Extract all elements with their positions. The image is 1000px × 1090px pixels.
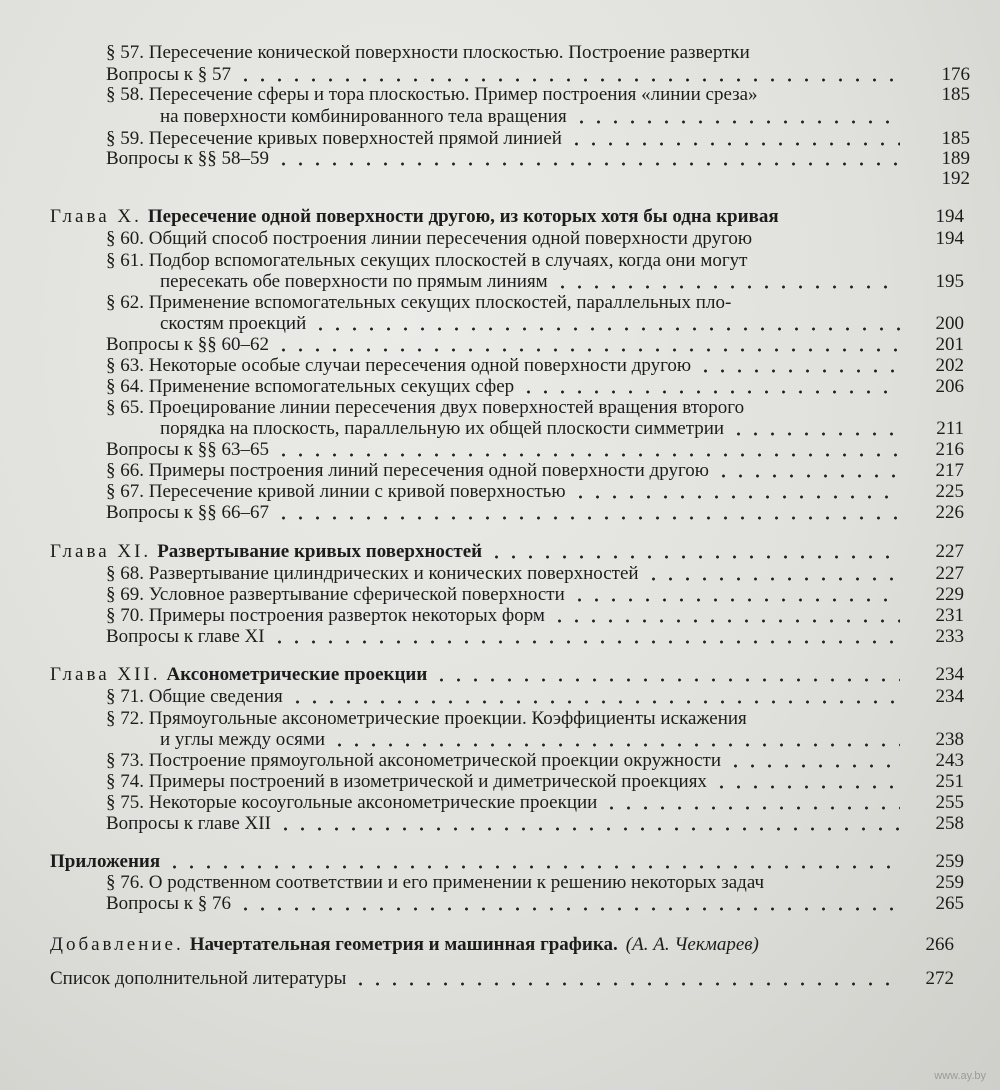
toc-entry-62 [106, 292, 906, 314]
toc-page-number: 176 [941, 64, 970, 85]
toc-page-number: 217 [935, 460, 964, 481]
toc-entry-questions-76 [106, 893, 906, 915]
toc-page-number: 259 [935, 872, 964, 893]
dot-leader [554, 276, 900, 290]
toc-page-number: 243 [935, 750, 964, 771]
toc-page-number: 226 [935, 502, 964, 523]
toc-entry-text: § 59. Пересечение кривых поверхностей прямой линией [106, 128, 562, 149]
dot-leader [645, 568, 900, 582]
toc-page-number: 238 [935, 729, 964, 750]
toc-bibliography [50, 968, 896, 990]
chapter-title: Аксонометрические проекции [166, 664, 428, 685]
chapter-title: Пересечение одной поверхности другою, из которых хотя бы одна кривая [147, 206, 779, 227]
dot-leader [277, 818, 900, 832]
toc-entry-questions-ch12 [106, 813, 906, 835]
dot-leader [289, 691, 900, 705]
toc-entry-text: § 73. Построение прямоугольной аксонометрической проекции окружности [106, 750, 721, 771]
dot-leader [312, 318, 900, 332]
toc-page-number: 202 [935, 355, 964, 376]
toc-entry-68 [106, 563, 906, 585]
toc-entry-61 [106, 250, 906, 272]
chapter-label: Глава X. [50, 206, 142, 227]
toc-entry-text: Вопросы к § 57 [106, 64, 231, 85]
toc-chapter-10 [50, 206, 926, 228]
toc-entry-text: пересекать обе поверхности по прямым линиям [160, 271, 548, 292]
toc-entry-text: § 67. Пересечение кривой линии с кривой поверхностью [106, 481, 566, 502]
toc-entry-text: и углы между осями [160, 729, 326, 750]
toc-page-number: 211 [936, 418, 964, 439]
dot-leader [237, 69, 900, 83]
toc-page-number: 227 [935, 563, 964, 584]
addendum-label: Добавление. [50, 934, 184, 955]
toc-entry-text: на поверхности комбинированного тела вращения [160, 106, 567, 127]
watermark: www.ay.by [934, 1070, 986, 1082]
toc-entry-text: § 74. Примеры построений в изометрической и диметрической проекциях [106, 771, 707, 792]
dot-leader [488, 546, 900, 560]
dot-leader [352, 973, 890, 987]
toc-entry-57 [106, 42, 906, 64]
dot-leader [572, 486, 900, 500]
dot-leader [571, 589, 900, 603]
toc-entry-text: § 65. Проецирование линии пересечения двух поверхностей вращения второго [106, 397, 745, 418]
toc-entry-58 [106, 84, 906, 106]
toc-page-number: 233 [935, 626, 964, 647]
toc-entry-text: § 68. Развертывание цилиндрических и конических поверхностей [106, 563, 639, 584]
toc-entry-58-cont [160, 106, 906, 128]
toc-entry-74 [106, 771, 906, 793]
dot-leader [551, 610, 900, 624]
toc-page-number: 200 [935, 313, 964, 334]
toc-page-number: 231 [935, 605, 964, 626]
dot-leader [275, 444, 900, 458]
toc-entry-text: § 72. Прямоугольные аксонометрические проекции. Коэффициенты искажения [106, 708, 747, 729]
dot-leader [433, 669, 900, 683]
toc-entry-text: Вопросы к главе XI [106, 626, 265, 647]
toc-page-number: 192 [941, 168, 970, 189]
toc-page-number: 194 [935, 206, 964, 227]
toc-entry-questions-58-59 [106, 148, 906, 170]
toc-entry-text: § 63. Некоторые особые случаи пересечения одной поверхности другою [106, 355, 692, 376]
dot-leader [331, 734, 900, 748]
chapter-title: Развертывание кривых поверхностей [157, 541, 483, 562]
toc-entry-text: Вопросы к §§ 60–62 [106, 334, 269, 355]
toc-entry-text: § 61. Подбор вспомогательных секущих плоскостей в случаях, когда они могут [106, 250, 748, 271]
toc-entry-text: § 76. О родственном соответствии и его применении к решению некоторых задач [106, 872, 765, 893]
toc-entry-questions-57 [106, 64, 906, 86]
toc-page-number: 265 [935, 893, 964, 914]
dot-leader [603, 797, 900, 811]
toc-entry-text: Вопросы к главе XII [106, 813, 271, 834]
toc-entry-67 [106, 481, 906, 503]
dot-leader [573, 111, 900, 125]
appendix-title: Приложения [50, 851, 161, 872]
toc-page-number: 225 [935, 481, 964, 502]
toc-entry-text: Вопросы к §§ 66–67 [106, 502, 269, 523]
toc-page-number: 255 [935, 792, 964, 813]
toc-appendix [50, 851, 906, 873]
toc-entry-text: § 70. Примеры построения разверток некоторых форм [106, 605, 545, 626]
toc-chapter-11 [50, 541, 906, 563]
toc-entry-text: § 57. Пересечение конической поверхности плоскостью. Построение развертки [106, 42, 750, 63]
toc-entry-questions-ch11 [106, 626, 906, 648]
toc-entry-text: § 62. Применение вспомогательных секущих плоскостей, параллельных пло- [106, 292, 732, 313]
toc-entry-text: § 71. Общие сведения [106, 686, 283, 707]
chapter-label: Глава XI. [50, 541, 152, 562]
toc-page-number: 185 [941, 84, 970, 105]
toc-entry-70 [106, 605, 906, 627]
toc-entry-questions-60-62 [106, 334, 906, 356]
toc-entry-62-cont [160, 313, 906, 335]
dot-leader [715, 465, 900, 479]
dot-leader [520, 381, 900, 395]
dot-leader [237, 898, 900, 912]
toc-entry-questions-66-67 [106, 502, 906, 524]
toc-entry-60 [106, 228, 906, 250]
toc-entry-text: скостям проекций [160, 313, 307, 334]
toc-entry-69 [106, 584, 906, 606]
toc-entry-72 [106, 708, 906, 730]
toc-entry-71 [106, 686, 906, 708]
toc-entry-72-cont [160, 729, 906, 751]
dot-leader [275, 339, 900, 353]
addendum-title: Начертательная геометрия и машинная графика. [189, 934, 618, 955]
toc-entry-text: Вопросы к §§ 58–59 [106, 148, 269, 169]
toc-page-number: 227 [935, 541, 964, 562]
toc-entry-65 [106, 397, 906, 419]
toc-page-number: 272 [925, 968, 954, 989]
toc-entry-text: Список дополнительной литературы [50, 968, 347, 989]
addendum-author: (А. А. Чекмарев) [625, 934, 759, 955]
dot-leader [697, 360, 900, 374]
toc-entry-65-cont [160, 418, 906, 440]
toc-entry-text: § 69. Условное развертывание сферической поверхности [106, 584, 565, 605]
toc-chapter-12 [50, 664, 906, 686]
toc-page-number: 189 [941, 148, 970, 169]
toc-page-number: 258 [935, 813, 964, 834]
dot-leader [568, 133, 900, 147]
toc-entry-61-cont [160, 271, 906, 293]
toc-page-number: 206 [935, 376, 964, 397]
toc-page-number: 229 [935, 584, 964, 605]
toc-entry-text: порядка на плоскость, параллельную их общей плоскости симметрии [160, 418, 725, 439]
toc-page-number: 234 [935, 664, 964, 685]
toc-page-number: 185 [941, 128, 970, 149]
toc-entry-63 [106, 355, 906, 377]
toc-entry-66 [106, 460, 906, 482]
dot-leader [166, 856, 900, 870]
toc-addendum [50, 934, 906, 956]
toc-entry-64 [106, 376, 906, 398]
toc-page-number: 251 [935, 771, 964, 792]
chapter-label: Глава XII. [50, 664, 161, 685]
dot-leader [271, 631, 900, 645]
toc-entry-76 [106, 872, 906, 894]
toc-page-number: 195 [935, 271, 964, 292]
dot-leader [275, 507, 900, 521]
toc-page-number: 266 [925, 934, 954, 955]
toc-page-number: 234 [935, 686, 964, 707]
dot-leader [713, 776, 900, 790]
toc-page-number: 194 [935, 228, 964, 249]
dot-leader [727, 755, 900, 769]
toc-entry-73 [106, 750, 906, 772]
toc-entry-questions-63-65 [106, 439, 906, 461]
dot-leader [275, 153, 900, 167]
toc-entry-text: § 60. Общий способ построения линии пересечения одной поверхности другою [106, 228, 753, 249]
toc-entry-59 [106, 128, 906, 150]
toc-entry-text: § 75. Некоторые косоугольные аксонометрические проекции [106, 792, 598, 813]
toc-entry-75 [106, 792, 906, 814]
toc-page-number: 201 [935, 334, 964, 355]
dot-leader [730, 423, 900, 437]
toc-entry-text: Вопросы к §§ 63–65 [106, 439, 269, 460]
toc-page-number: 259 [935, 851, 964, 872]
toc-page-number: 216 [935, 439, 964, 460]
toc-entry-text: § 58. Пересечение сферы и тора плоскостью. Пример построения «линии среза» [106, 84, 758, 105]
toc-entry-text: § 64. Применение вспомогательных секущих сфер [106, 376, 515, 397]
toc-entry-text: Вопросы к § 76 [106, 893, 231, 914]
toc-entry-text: § 66. Примеры построения линий пересечения одной поверхности другою [106, 460, 709, 481]
